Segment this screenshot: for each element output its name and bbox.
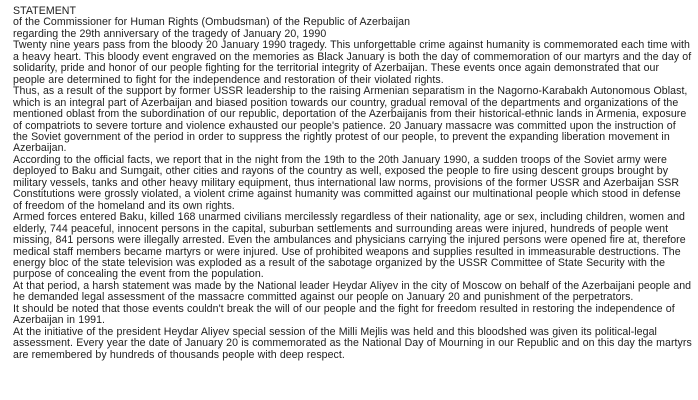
paragraph-background: Thus, as a result of the support by former USSR leadership to the raising Armenian separatism in the Nagorno-Karabakh Autonomous Oblast, which is an integral part of Azerbaijan and biased position towards our country, gradual removal of the departments and organizations of the mentioned oblast from the subordination of our republic, deportation of the Azerbaijanis from their historical-ethnic lands in Armenia, exposure of compatriots to severe torture and violence exhausted our people's patience. 20 January massacre was committed upon the instruction of the Soviet government of the period in order to suppress the rightly protest of our people, to prevent the expanding liberation movement in Azerbaijan.: [13, 85, 688, 155]
statement-heading: STATEMENT: [13, 5, 77, 17]
paragraph-official-facts: According to the official facts, we report that in the night from the 19th to the 20th January 1990, a sudden troops of the Soviet army were deployed to Baku and Sumgait, other cities and rayons of the country as well, exposed the people to fire using descent groups brought by military vessels, tanks and other heavy military equipment, thus international law norms, provisions of the former USSR and Azerbaijan SSR Constitutions were grossly violated, a violent crime against humanity was committed against our multinational people which stood in defense of freedom of the homeland and its own rights.: [13, 153, 681, 212]
paragraph-day-of-mourning: At the initiative of the president Heydar Aliyev special session of the Milli Mejlis was held and this bloodshed was given its political-legal assessment. Every year the date of January 20 is commemorated as the National Day of Mourning in our Republic and on this day the martyrs are remembered by hundreds of thousands people with deep respect.: [13, 325, 692, 361]
paragraph-independence: It should be noted that those events couldn't break the will of our people and the fight for freedom resulted in restoring the independence of Azerbaijan in 1991.: [13, 302, 675, 327]
paragraph-anniversary: Twenty nine years pass from the bloody 20 January 1990 tragedy. This unforgettable crime against humanity is commemorated each time with a heavy heart. This bloody event engraved on the memories as Black January is both the day of commemoration of our martyrs and the day of solidarity, pride and honor of our people fighting for the territorial integrity of Azerbaijan. These events once again demonstrated that our people are determined to fight for the independence and restoration of their violated rights.: [13, 39, 692, 86]
paragraph-heydar-aliyev-statement: At that period, a harsh statement was made by the National leader Heydar Aliyev in the city of Moscow on behalf of the Azerbaijani people and he demanded legal assessment of the massacre committed against our people on January 20 and punishment of the perpetrators.: [13, 279, 692, 304]
statement-subtitle-line-2: regarding the 29th anniversary of the tragedy of January 20, 1990: [13, 27, 327, 40]
statement-subtitle-line-1: of the Commissioner for Human Rights (Ombudsman) of the Republic of Azerbaijan: [13, 16, 411, 29]
paragraph-casualties: Armed forces entered Baku, killed 168 unarmed civilians mercilessly regardless of their nationality, age or sex, including children, women and elderly, 744 peaceful, innocent persons in the capital, suburban settlements and surrounding areas were injured, hundreds of people went missing, 841 persons were illegally arrested. Even the ambulances and physicians carrying the injured persons were opened fire at, therefore medical staff members became martyrs or were injured. Use of prohibited weapons and supplies resulted in immeasurable destructions. The energy bloc of the state television was exploded as a result of the sabotage organized by the USSR Committee of State Security with the purpose of concealing the event from the population.: [13, 211, 686, 281]
statement-text: [13, 6, 692, 361]
